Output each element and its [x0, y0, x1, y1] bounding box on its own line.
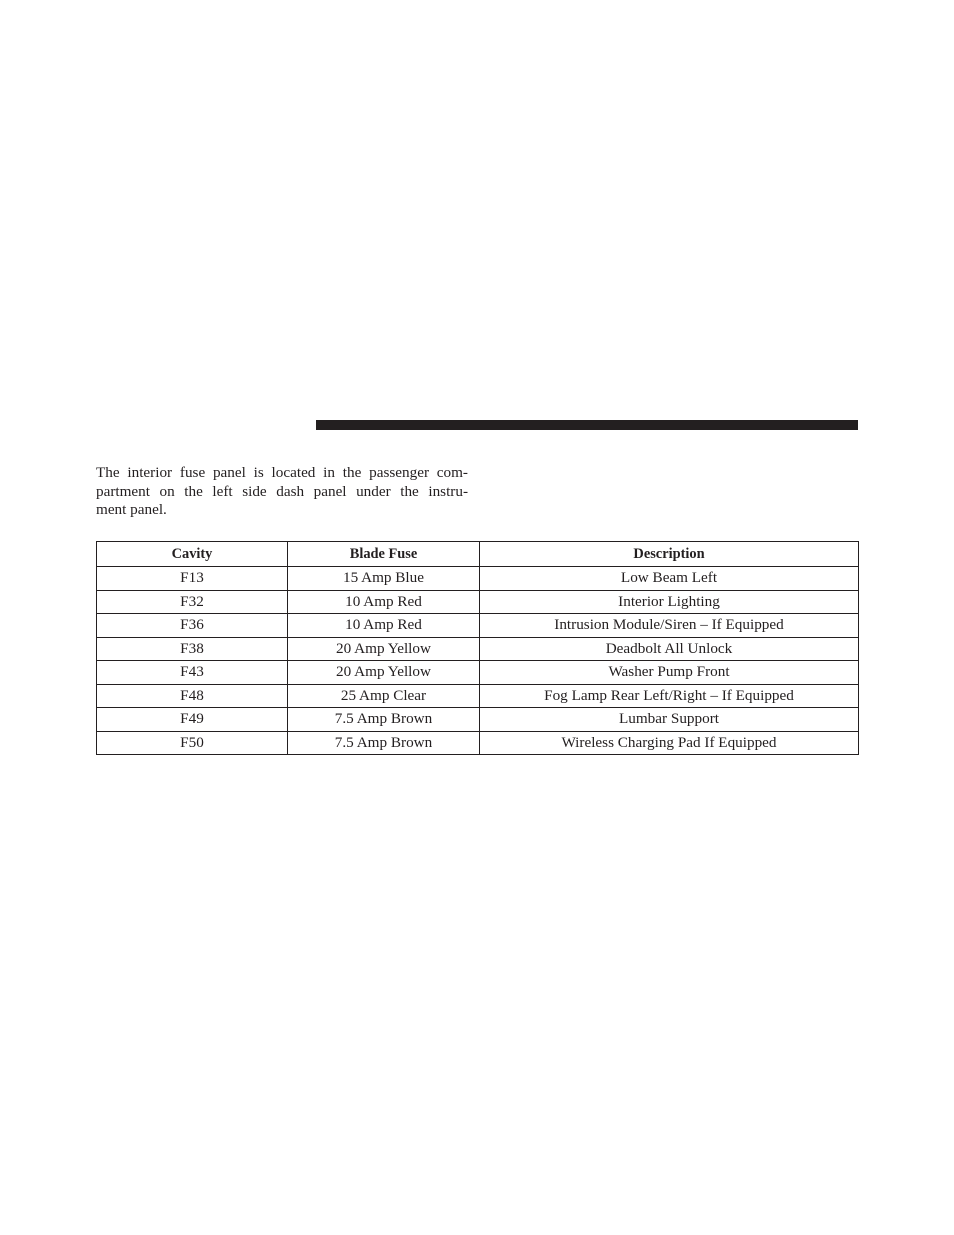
- cell-description: Wireless Charging Pad If Equipped: [480, 731, 859, 755]
- intro-line-2: partment on the left side dash panel under the instru-: [96, 482, 468, 500]
- cell-description: Fog Lamp Rear Left/Right – If Equipped: [480, 684, 859, 708]
- cell-description: Deadbolt All Unlock: [480, 637, 859, 661]
- table-row: [97, 708, 859, 732]
- cell-blade-fuse: 20 Amp Yellow: [288, 661, 480, 685]
- cell-cavity: F43: [97, 661, 288, 685]
- cell-blade-fuse: 20 Amp Yellow: [288, 637, 480, 661]
- cell-blade-fuse: 15 Amp Blue: [288, 567, 480, 591]
- fuse-table: [96, 541, 859, 755]
- table-row: [97, 731, 859, 755]
- table-row: [97, 567, 859, 591]
- cell-blade-fuse: 25 Amp Clear: [288, 684, 480, 708]
- intro-paragraph: [96, 464, 468, 520]
- table-row: [97, 684, 859, 708]
- cell-description: Washer Pump Front: [480, 661, 859, 685]
- table-row: [97, 590, 859, 614]
- table-row: [97, 661, 859, 685]
- table-row: [97, 614, 859, 638]
- section-header-rule: [316, 420, 858, 430]
- cell-description: Interior Lighting: [480, 590, 859, 614]
- cell-description: Lumbar Support: [480, 708, 859, 732]
- cell-blade-fuse: 10 Amp Red: [288, 614, 480, 638]
- cell-cavity: F48: [97, 684, 288, 708]
- cell-cavity: F49: [97, 708, 288, 732]
- table-header-row: [97, 542, 859, 567]
- cell-cavity: F36: [97, 614, 288, 638]
- intro-line-3: ment panel.: [96, 501, 167, 518]
- cell-blade-fuse: 7.5 Amp Brown: [288, 708, 480, 732]
- cell-cavity: F13: [97, 567, 288, 591]
- header-description: Description: [480, 542, 859, 567]
- cell-description: Low Beam Left: [480, 567, 859, 591]
- intro-line-1: The interior fuse panel is located in the passenger com-: [96, 464, 468, 481]
- table-row: [97, 637, 859, 661]
- cell-description: Intrusion Module/Siren – If Equipped: [480, 614, 859, 638]
- cell-cavity: F38: [97, 637, 288, 661]
- cell-blade-fuse: 10 Amp Red: [288, 590, 480, 614]
- header-cavity: Cavity: [97, 542, 288, 567]
- cell-cavity: F50: [97, 731, 288, 755]
- header-blade-fuse: Blade Fuse: [288, 542, 480, 567]
- cell-blade-fuse: 7.5 Amp Brown: [288, 731, 480, 755]
- cell-cavity: F32: [97, 590, 288, 614]
